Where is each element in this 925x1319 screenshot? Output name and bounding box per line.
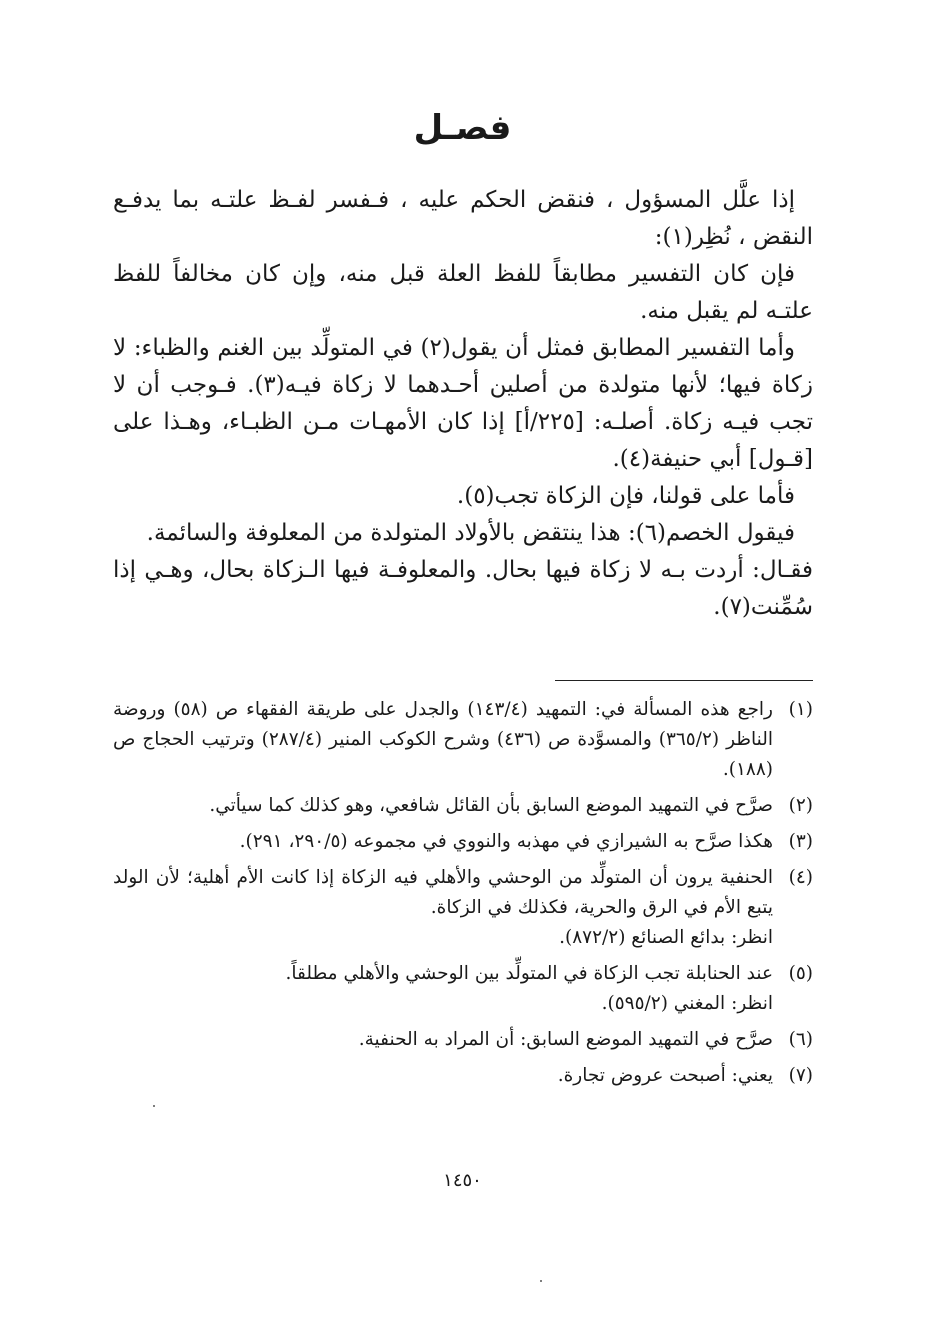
footnote-line: انظر: بدائع الصنائع (٨٧٢/٢).	[559, 927, 773, 948]
page-number: ١٤٥٠	[443, 1170, 482, 1191]
scan-speck	[540, 1280, 542, 1282]
section-heading: فصـل	[413, 108, 512, 148]
footnote-number: (٢)	[788, 795, 813, 816]
footnote-line: يعني: أصبحت عروض تجارة.	[557, 1065, 773, 1086]
footnote-1	[113, 695, 813, 785]
footnote-line: عند الحنابلة تجب الزكاة في المتولِّد بين الوحشي والأهلي مطلقاً.	[285, 963, 773, 984]
footnote-line: هكذا صرَّح به الشيرازي في مهذبه والنووي في مجموعه (٢٩٠/٥، ٢٩١).	[239, 831, 773, 852]
footnote-3	[113, 827, 813, 857]
footnote-line: صرَّح في التمهيد الموضع السابق: أن المراد به الحنفية.	[358, 1029, 773, 1050]
footnote-divider	[555, 680, 813, 681]
paragraph-6: فقـال: أردت بـه لا زكاة فيها بحال. والمعلوفـة فيها الـزكاة بحال، وهـي إذا سُمِّنت(٧).	[113, 557, 813, 620]
paragraph-5: فيقول الخصم(٦): هذا ينتقض بالأولاد المتولدة من المعلوفة والسائمة.	[146, 520, 795, 546]
footnote-text	[113, 959, 773, 1019]
footnote-7	[113, 1061, 813, 1091]
footnote-6	[113, 1025, 813, 1055]
footnote-number: (٤)	[788, 867, 813, 888]
footnote-2	[113, 791, 813, 821]
footnote-text	[113, 863, 773, 953]
paragraph-4: فأما على قولنا، فإن الزكاة تجب(٥).	[456, 483, 795, 509]
footnote-line: انظر: المغني (٥٩٥/٢).	[601, 993, 773, 1014]
footnote-number: (٧)	[788, 1065, 813, 1086]
footnote-number: (٣)	[788, 831, 813, 852]
footnote-line: راجع هذه المسألة في: التمهيد (١٤٣/٤) والجدل على طريقة الفقهاء ص (٥٨) وروضة الناظر (٣٦٥/٢) والمسوَّدة ص (٤٣٦) وشرح الكوكب المنير (٢٨٧/٤) وترتيب الحجاج ص (١٨٨).	[113, 699, 774, 780]
footnote-text	[113, 1061, 773, 1091]
footnote-line: الحنفية يرون أن المتولِّد من الوحشي والأهلي فيه الزكاة إذا كانت الأم أهلية؛ لأن الولد يتبع الأم في الرق والحرية، فكذلك في الزكاة.	[113, 867, 773, 918]
footnote-text	[113, 695, 773, 785]
footnote-text	[113, 791, 773, 821]
paragraph-2: فإن كان التفسير مطابقاً للفظ العلة قبل منه، وإن كان مخالفاً للفظ علتـه لم يقبل منه.	[113, 261, 813, 324]
footnote-5	[113, 959, 813, 1019]
paragraph-3: وأما التفسير المطابق فمثل أن يقول(٢) في المتولِّد بين الغنم والظباء: لا زكاة فيها؛ لأنها متولدة من أصلين أحـدهما لا زكاة فيـه(٣). فـوجب أن لا تجب فيـه زكاة. أصلـه: [٢٢٥/أ] إذا كان الأمهـات مـن الظبـاء، وهـذا على [قـول] أبي حنيفة(٤).	[113, 335, 813, 472]
footnote-line: صرَّح في التمهيد الموضع السابق بأن القائل شافعي، وهو كذلك كما سيأتي.	[209, 795, 773, 816]
scan-speck	[153, 1105, 155, 1107]
footnote-number: (٥)	[788, 963, 813, 984]
footnote-4	[113, 863, 813, 953]
footnote-number: (١)	[788, 699, 813, 720]
footnote-number: (٦)	[788, 1029, 813, 1050]
main-text	[113, 182, 813, 626]
footnote-text	[113, 1025, 773, 1055]
paragraph-1: إذا علَّل المسؤول ، فنقض الحكم عليه ، فـفسر لفـظ علتـه بما يدفـع النقض ، نُظِر(١):	[113, 187, 813, 250]
footnote-text	[113, 827, 773, 857]
footnotes	[113, 695, 813, 1097]
